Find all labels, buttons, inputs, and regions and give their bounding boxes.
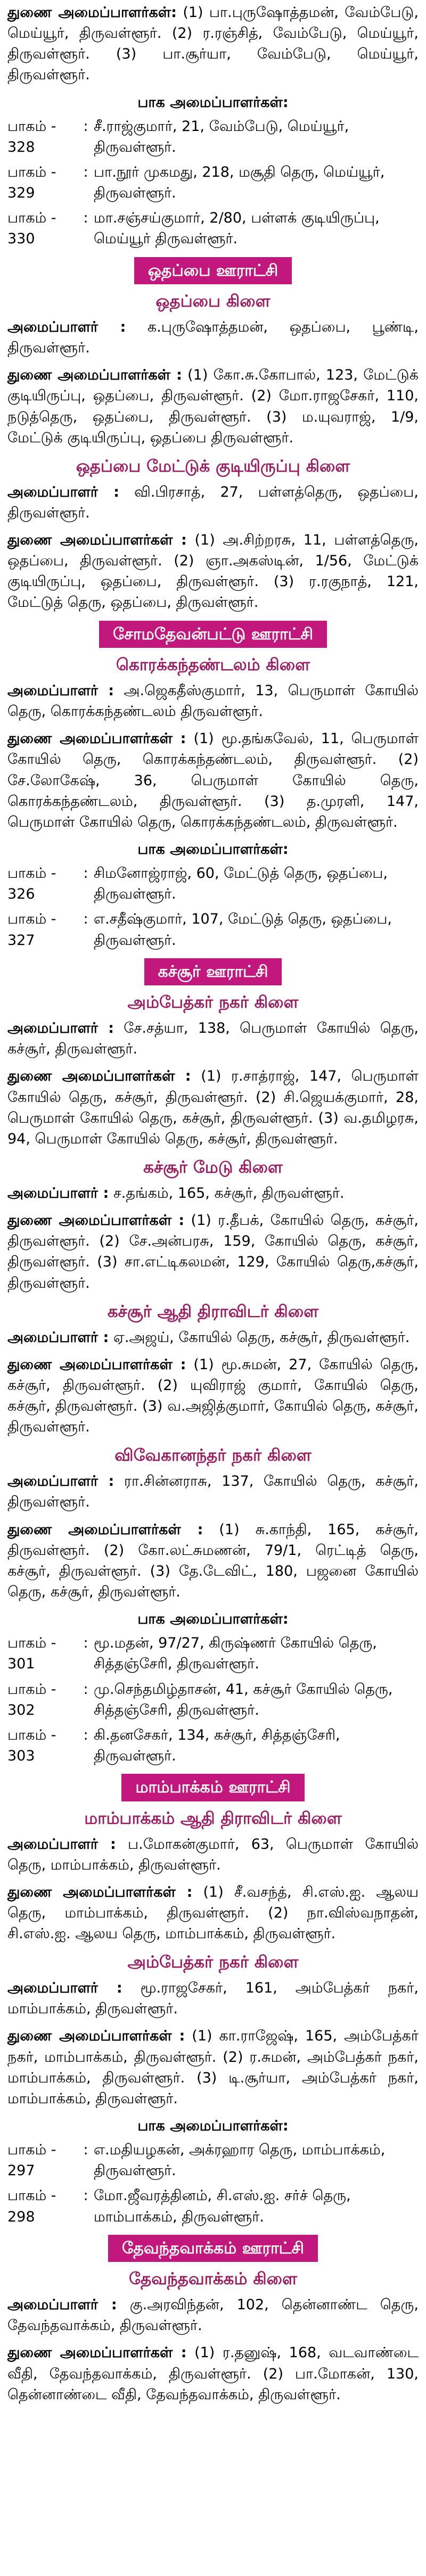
unit-separator: : <box>83 210 88 227</box>
organizer-entry <box>7 2294 419 2336</box>
deputies-label: துணை அமைப்பாளர்கள் : <box>7 2028 185 2045</box>
deputies-entry <box>7 2026 419 2109</box>
unit-separator: : <box>83 1726 88 1743</box>
branch-title: அம்பேத்கர் நகர் கிளை <box>127 1953 299 1972</box>
panchayat-name: மாம்பாக்கம் ஊராட்சி <box>121 1774 304 1801</box>
intro-units-list <box>7 116 419 250</box>
panchayat-banner <box>7 621 419 648</box>
unit-number: பாகம் - 303 <box>7 1726 56 1764</box>
deputies-label: துணை அமைப்பாளர்கள் : <box>7 1883 193 1900</box>
deputies-text: (1) கா.ராஜேஷ், 165, அம்பேத்கர் நகர், மாம்பாக்கம், திருவள்ளூர். (2) ர.சுமன், அம்பேத்கர் நகர், மாம்பாக்கம், திருவள்ளூர். (3) டி.சூர்யா, அம்பேத்கர் நகர், மாம்பாக்கம், திருவள்ளூர். <box>7 2028 419 2107</box>
unit-organizer: சிமனோஜ்ராஜ், 60, மேட்டுத் தெரு, ஒதப்பை, திருவள்ளூர். <box>94 865 388 903</box>
panchayat-banner <box>7 1774 419 1801</box>
deputies-text: (1) மூ.சுமன், 27, கோயில் தெரு, கச்சூர், திருவள்ளூர். (2) யுவிராஜ் குமார், கோயில் தெரு, கச்சூர், திருவள்ளூர். (3) வ.அஜித்குமார், கோயில் தெரு, கச்சூர், திருவள்ளூர். <box>7 1356 419 1436</box>
unit-row <box>7 909 419 950</box>
unit-separator: : <box>83 118 88 135</box>
deputies-text: (1) சு.காந்தி, 165, கச்சூர், திருவள்ளூர். (2) கோ.லட்சுமணன், 79/1, ரெட்டித் தெரு, கச்சூர், திருவள்ளூர். (3) தே.டேவிட், 180, பஜனை கோயில் தெரு, கச்சூர், திருவள்ளூர். <box>7 1521 419 1600</box>
unit-row <box>7 116 419 158</box>
unit-organizer: மா.சஞ்சய்குமார், 2/80, பள்ளக் குடியிருப்பு, மெய்யூர் திருவள்ளூர். <box>94 210 380 248</box>
organizer-label: அமைப்பாளர் : <box>7 1184 109 1201</box>
unit-number: பாகம் - 327 <box>7 911 56 949</box>
branch-title: ஒதப்பை கிளை <box>155 292 271 311</box>
panchayat-banner <box>7 257 419 285</box>
unit-row <box>7 1679 419 1721</box>
branch-title: தேவந்தவாக்கம் கிளை <box>129 2269 297 2289</box>
unit-number: பாகம் - 302 <box>7 1681 56 1718</box>
deputies-entry <box>7 530 419 613</box>
branch-title: ஒதப்பை மேட்டுக் குடியிருப்பு கிளை <box>76 456 350 476</box>
organizer-label: அமைப்பாளர் : <box>7 483 119 500</box>
units-heading: பாக அமைப்பாளர்கள்: <box>137 94 289 111</box>
deputies-entry <box>7 365 419 448</box>
organizer-entry <box>7 680 419 722</box>
unit-number: பாகம் - 330 <box>7 210 56 248</box>
unit-row <box>7 2185 419 2227</box>
organizer-label: அமைப்பாளர் : <box>7 318 126 335</box>
unit-number: பாகம் - 326 <box>7 865 56 903</box>
unit-number: பாகம் - 329 <box>7 163 56 202</box>
deputies-label: துணை அமைப்பாளர்கள் : <box>7 1356 186 1373</box>
unit-organizer: சீ.ராஜ்குமார், 21, வேம்பேடு, மெய்யூர், திருவள்ளூர். <box>94 118 349 155</box>
unit-separator: : <box>83 163 88 180</box>
units-heading: பாக அமைப்பாளர்கள்: <box>137 841 289 858</box>
unit-row <box>7 1633 419 1674</box>
deputies-text: (1) மூ.தங்கவேல், 11, பெருமாள் கோயில் தெரு, கொரக்கந்தண்டலம், திருவள்ளூர். (2) சே.லோகேஷ், 36, பெருமாள் கோயில் தெரு, கொரக்கந்தண்டலம், திருவள்ளூர். (3) த.முரளி, 147, பெருமாள் கோயில் தெரு, கொரக்கந்தண்டலம், திருவள்ளூர். <box>7 730 419 830</box>
unit-row <box>7 1725 419 1766</box>
organizer-text: மூ.ராஜசேகர், 161, அம்பேத்கர் நகர், மாம்பாக்கம், திருவள்ளூர். <box>7 1980 419 2018</box>
deputies-label: துணை அமைப்பாளர்கள் : <box>7 1212 185 1229</box>
branch-title: மாம்பாக்கம் ஆதி திராவிடர் கிளை <box>84 1808 342 1828</box>
unit-organizer: கி.தனசேகர், 134, கச்சூர், சித்தஞ்சேரி, திருவள்ளூர். <box>94 1726 340 1764</box>
deputies-entry <box>7 1882 419 1944</box>
panchayat-name: கச்சூர் ஊராட்சி <box>144 958 282 986</box>
unit-separator: : <box>83 1681 88 1698</box>
organizer-entry <box>7 317 419 358</box>
deputies-label: துணை அமைப்பாளர்கள் : <box>7 367 182 384</box>
unit-organizer: மு.செந்தமிழ்தாசன், 41, கச்சூர் கோயில் தெரு, சித்தஞ்சேரி, திருவள்ளூர். <box>94 1681 393 1718</box>
panchayat-name: ஒதப்பை ஊராட்சி <box>134 257 292 285</box>
deputies-text: (1) ர.சாத்ராஜ், 147, பெருமாள் கோயில் தெரு, கச்சூர், திருவள்ளூர். (2) சி.ஜெயக்குமார், 28, பெருமாள் கோயில் தெரு, கச்சூர், திருவள்ளூர். (3) வ.தமிழரசு, 94, பெருமாள் கோயில் தெரு, கச்சூர், திருவள்ளூர். <box>7 1068 419 1147</box>
organizer-text: ஏ.அஜய், கோயில் தெரு, கச்சூர், திருவள்ளூர். <box>109 1329 410 1346</box>
organizer-label: அமைப்பாளர் : <box>7 682 114 699</box>
organizer-label: அமைப்பாளர் : <box>7 2297 117 2314</box>
branch-title: கொரக்கந்தண்டலம் கிளை <box>116 655 310 675</box>
branch-title: அம்பேத்கர் நகர் கிளை <box>127 993 299 1013</box>
unit-number: பாகம் - 301 <box>7 1635 56 1673</box>
deputies-entry <box>7 1354 419 1438</box>
organizer-label: அமைப்பாளர் : <box>7 1836 116 1853</box>
unit-organizer: எ.மதியழகன், அக்ரஹார தெரு, மாம்பாக்கம், திருவள்ளூர். <box>94 2142 386 2179</box>
deputies-entry <box>7 1210 419 1294</box>
organizer-text: ப.மோகன்குமார், 63, பெருமாள் கோயில் தெரு, மாம்பாக்கம், திருவள்ளூர். <box>7 1836 419 1873</box>
deputies-text: (1) அ.சிற்றரசு, 11, பள்ளத்தெரு, ஒதப்பை, திருவள்ளூர். (2) ஞா.அகஸ்டின், 1/56, மேட்டுக் குடியிருப்பு, ஒதப்பை, திருவள்ளூர். (3) ர.ரகுநாத், 121, மேட்டுத் தெரு, ஒதப்பை, திருவள்ளூர். <box>7 532 419 611</box>
deputies-entry <box>7 728 419 833</box>
organizer-entry <box>7 1978 419 2019</box>
unit-number: பாகம் - 298 <box>7 2187 56 2225</box>
unit-number: பாகம் - 297 <box>7 2142 56 2179</box>
unit-row <box>7 2139 419 2181</box>
unit-organizer: பா.நூர் முகமது, 218, மசூதி தெரு, மெய்யூர், திருவள்ளூர். <box>94 163 385 202</box>
deputies-label: துணை அமைப்பாளர்கள் : <box>7 730 186 747</box>
organizer-entry <box>7 482 419 523</box>
unit-organizer: எ.சதீஷ்குமார், 107, மேட்டுத் தெரு, ஒதப்பை, திருவள்ளூர். <box>94 911 392 949</box>
unit-number: பாகம் - 328 <box>7 118 56 155</box>
deputies-entry <box>7 1519 419 1603</box>
unit-separator: : <box>83 911 88 928</box>
organizer-label: அமைப்பாளர் : <box>7 1473 114 1490</box>
intro-deputies-entry <box>7 2 419 86</box>
units-heading: பாக அமைப்பாளர்கள்: <box>137 2117 289 2134</box>
organizer-entry <box>7 1183 419 1204</box>
organizer-text: அ.ஜெகதீஸ்குமார், 13, பெருமாள் கோயில் தெரு, கொரக்கந்தண்டலம் திருவள்ளூர். <box>7 682 419 720</box>
organizer-label: அமைப்பாளர் : <box>7 1329 109 1346</box>
organizer-entry <box>7 1327 419 1348</box>
branch-title: கச்சூர் மேடு கிளை <box>143 1158 283 1178</box>
deputies-text: (1) ர.தனுஷ், 168, வடவாண்டை வீதி, தேவந்தவாக்கம், திருவள்ளூர். (2) பா.மோகன், 130, தென்னாண்டை வீதி, தேவந்தவாக்கம், திருவள்ளூர். <box>7 2344 419 2403</box>
unit-row <box>7 863 419 904</box>
unit-separator: : <box>83 2142 88 2159</box>
unit-separator: : <box>83 2187 88 2204</box>
deputies-label: துணை அமைப்பாளர்கள் : <box>7 1068 191 1085</box>
organizer-text: சே.சத்யா, 138, பெருமாள் கோயில் தெரு, கச்சூர், திருவள்ளூர். <box>7 1020 419 1058</box>
deputies-text: (1) கோ.சு.கோபால், 123, மேட்டுக் குடியிருப்பு, ஒதப்பை, திருவள்ளூர். (2) மோ.ராஜசேகர், 110, நடுத்தெரு, ஒதப்பை, திருவள்ளூர். (3) ம.யுவராஜ், 1/9, மேட்டுக் குடியிருப்பு, ஒதப்பை திருவள்ளூர். <box>7 367 419 446</box>
organizer-entry <box>7 1018 419 1059</box>
unit-separator: : <box>83 1635 88 1652</box>
organizer-text: வி.பிரசாத், 27, பள்ளத்தெரு, ஒதப்பை, திருவள்ளூர். <box>7 483 419 521</box>
deputies-label: துணை அமைப்பாளர்கள் : <box>7 532 187 549</box>
organizer-entry <box>7 1834 419 1875</box>
deputies-text: (1) ர.தீபக், கோயில் தெரு, கச்சூர், திருவள்ளூர். (2) சே.அன்பரசு, 159, கோயில் தெரு, கச்சூர், திருவள்ளூர். (3) சா.எட்டிகலமன், 129, கோயில் தெரு,கச்சூர், திருவள்ளூர். <box>7 1212 419 1291</box>
organizer-text: ரா.சின்னராசு, 137, கோயில் தெரு, கச்சூர், திருவள்ளூர். <box>7 1473 419 1511</box>
organizer-text: ச.தங்கம், 165, கச்சூர், திருவள்ளூர். <box>109 1184 345 1201</box>
panchayat-name: சோமதேவன்பட்டு ஊராட்சி <box>99 621 327 648</box>
deputies-label: துணை அமைப்பாளர்கள் : <box>7 2344 187 2361</box>
deputies-label: துணை அமைப்பாளர்கள்: <box>7 4 177 21</box>
panchayat-banner <box>7 2235 419 2262</box>
units-heading: பாக அமைப்பாளர்கள்: <box>137 1611 289 1628</box>
deputies-text: (1) பா.புருஷோத்தமன், வேம்பேடு, மெய்யூர், திருவள்ளூர். (2) ர.ரஞ்சித், வேம்பேடு, மெய்யூர், திருவள்ளூர். (3) பா.சூர்யா, வேம்பேடு, மெய்யூர், திருவள்ளூர். <box>7 4 419 84</box>
unit-organizer: மூ.மதன், 97/27, கிருஷ்ணர் கோயில் தெரு, சித்தஞ்சேரி, திருவள்ளூர். <box>94 1635 377 1673</box>
panchayat-name: தேவந்தவாக்கம் ஊராட்சி <box>108 2235 318 2262</box>
organizer-text: க.புருஷோத்தமன், ஒதப்பை, பூண்டி, திருவள்ளூர். <box>7 318 419 357</box>
organizer-label: அமைப்பாளர் : <box>7 1980 122 1997</box>
unit-organizer: மோ.ஜீவரத்தினம், சி.எஸ்.ஐ. சர்ச் தெரு, மாம்பாக்கம், திருவள்ளூர். <box>94 2187 351 2225</box>
organizer-label: அமைப்பாளர் : <box>7 1020 114 1037</box>
panchayat-banner <box>7 958 419 986</box>
branch-title: விவேகானந்தர் நகர் கிளை <box>114 1446 312 1466</box>
deputies-entry <box>7 2342 419 2405</box>
branch-title: கச்சூர் ஆதி திராவிடர் கிளை <box>107 1302 319 1321</box>
deputies-entry <box>7 1066 419 1149</box>
deputies-text: (1) சீ.வசந்த், சி.எஸ்.ஐ. ஆலய தெரு, மாம்பாக்கம், திருவள்ளூர். (2) நா.விஸ்வநாதன், சி.எஸ்.ஐ. ஆலய தெரு, மாம்பாக்கம், திருவள்ளூர். <box>7 1883 419 1943</box>
unit-row <box>7 162 419 203</box>
unit-separator: : <box>83 865 88 882</box>
organizer-text: கு.அரவிந்தன், 102, தென்னாண்ட தெரு, தேவந்தவாக்கம், திருவள்ளூர். <box>7 2297 419 2334</box>
unit-row <box>7 208 419 249</box>
organizer-entry <box>7 1471 419 1512</box>
deputies-label: துணை அமைப்பாளர்கள் : <box>7 1521 203 1538</box>
